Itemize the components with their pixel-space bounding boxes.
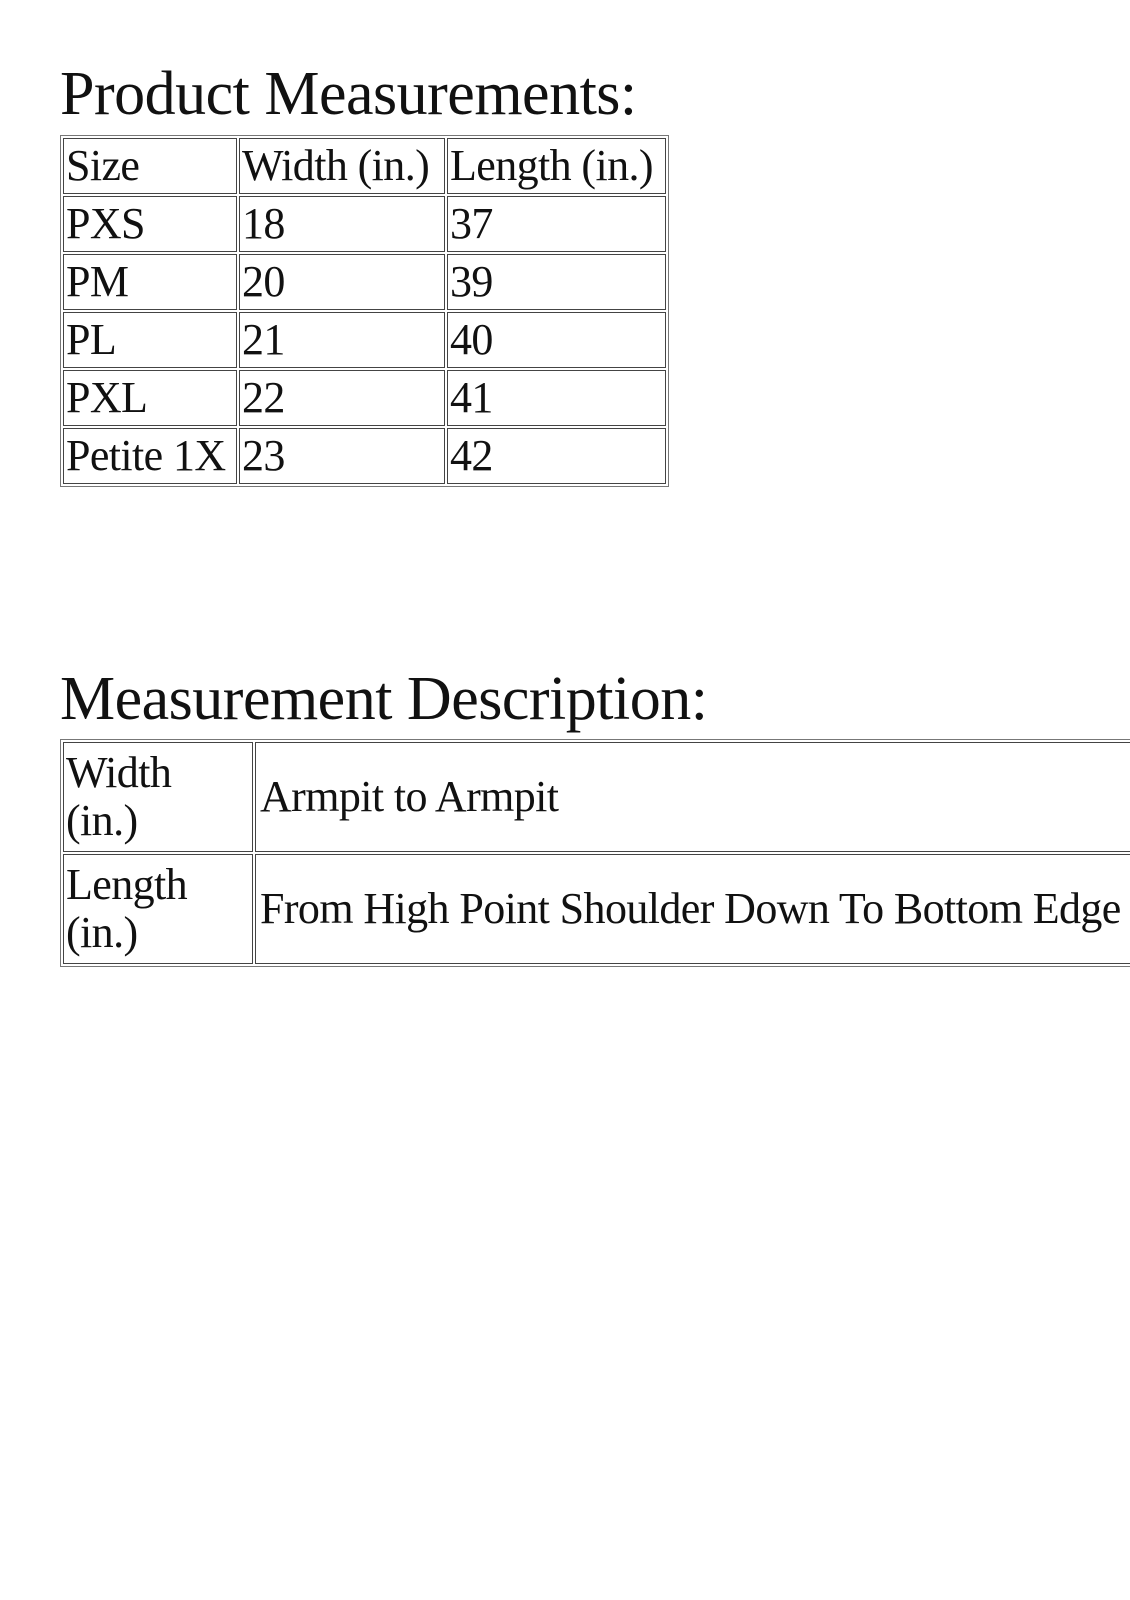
table-row: [63, 370, 666, 426]
length-cell: 42: [447, 428, 666, 484]
table-row: [63, 196, 666, 252]
table-row: [63, 854, 1130, 964]
width-cell: 22: [239, 370, 445, 426]
measurement-label-cell: Width (in.): [63, 742, 253, 852]
measurement-label-cell: Length (in.): [63, 854, 253, 964]
length-cell: 41: [447, 370, 666, 426]
length-cell: 40: [447, 312, 666, 368]
width-cell: 20: [239, 254, 445, 310]
measurement-description-cell: From High Point Shoulder Down To Bottom Edge: [255, 854, 1130, 964]
size-cell: PXS: [63, 196, 237, 252]
size-cell: PM: [63, 254, 237, 310]
measurement-description-heading: Measurement Description:: [60, 665, 708, 733]
size-cell: PXL: [63, 370, 237, 426]
table-row: [63, 428, 666, 484]
product-measurements-heading: Product Measurements:: [60, 60, 637, 128]
column-header-width: Width (in.): [239, 138, 445, 194]
size-cell: PL: [63, 312, 237, 368]
description-table: [60, 739, 1130, 967]
width-cell: 23: [239, 428, 445, 484]
table-row: [63, 312, 666, 368]
table-row: [63, 742, 1130, 852]
table-row: [63, 254, 666, 310]
length-cell: 37: [447, 196, 666, 252]
width-cell: 21: [239, 312, 445, 368]
column-header-size: Size: [63, 138, 237, 194]
measurement-description-cell: Armpit to Armpit: [255, 742, 1130, 852]
length-cell: 39: [447, 254, 666, 310]
width-cell: 18: [239, 196, 445, 252]
size-table: [60, 135, 669, 487]
table-header-row: [63, 138, 666, 194]
column-header-length: Length (in.): [447, 138, 666, 194]
size-cell: Petite 1X: [63, 428, 237, 484]
